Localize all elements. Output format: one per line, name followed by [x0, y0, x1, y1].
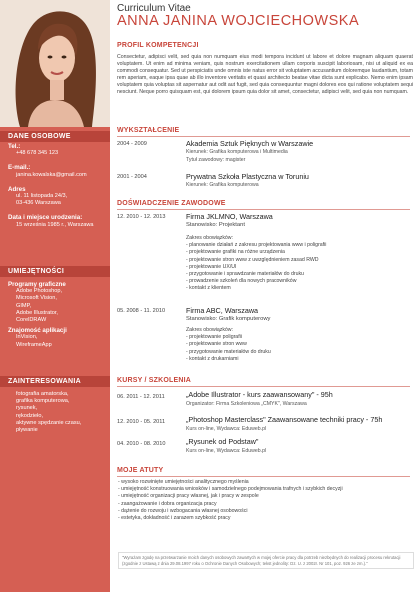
- email-label: E-mail.:: [8, 164, 31, 172]
- course-date: 04. 2010 - 08. 2010: [117, 441, 166, 447]
- education-date: 2004 - 2009: [117, 141, 147, 147]
- graphics-label: Programy graficzne: [8, 281, 66, 288]
- apps-item: WireframeApp: [16, 341, 52, 348]
- candidate-name: ANNA JANINA WOJCIECHOWSKA: [117, 13, 360, 29]
- strength-item: umiejętność konstruowania wniosków i samodzielnego podejmowania trafnych i szybkich decyzji: [121, 486, 343, 493]
- section-strengths: MOJE ATUTY: [117, 467, 164, 474]
- duty-item: kontakt z drukarniami: [189, 355, 239, 362]
- tel-value: +48 678 345 123: [16, 150, 59, 157]
- divider: [117, 209, 410, 210]
- duty-item: projektowanie poligrafii: [189, 334, 242, 341]
- course-organizer: Kurs on-line, Wydawca: Eduweb.pl: [186, 426, 267, 432]
- education-title: Prywatna Szkoła Plastyczna w Toruniu: [186, 172, 309, 181]
- section-profile: PROFIL KOMPETENCJI: [117, 42, 199, 49]
- duties-list: Zakres obowiązków: - projektowanie poligrafii - projektowanie stron www - przygotowanie materiałów do druku - kontakt z drukarniami: [186, 327, 271, 362]
- interests-block: [8, 391, 106, 434]
- divider: [117, 386, 410, 387]
- strength-item: estetyka, dokładność i zarazem szybkość pracy: [121, 515, 231, 522]
- duty-item: kontakt z klientem: [189, 285, 231, 292]
- strength-item: zaangażowanie i dobra organizacja pracy: [121, 500, 217, 507]
- experience-date: 12. 2010 - 12. 2013: [117, 214, 166, 220]
- duty-item: projektowanie grafiki na różne urządzenia: [189, 249, 285, 256]
- interest-item: rękodzieło,: [16, 412, 44, 419]
- section-interests: ZAINTERESOWANIA: [0, 376, 110, 387]
- duty-item: projektowanie stron www: [189, 341, 247, 348]
- education-date: 2001 - 2004: [117, 174, 147, 180]
- course-title: „Rysunek od Podstaw": [186, 437, 259, 446]
- profile-text: Consectetur, adipisci velit, sed quia non numquam eius modi tempora incidunt ut labore et dolore magnam aliquam quaerat voluptatem. Ut enim ad minima veniam, quis nostrum exercitationem ullam corporis suscipit laboriosam, nisi ut aliquid ex ea commodi consequatur. Sed ut perspiciatis unde omnis iste natus error sit voluptatem accusantium doloremque laudantium, totam rem aperiam, eaque ipsa quae ab illo inventore veritatis et quasi architecto beatae vitae dicta sunt explicabo. Nemo enim ipsam voluptatem quia voluptas sit aspernatur aut odit aut fugit, sed quia consequuntur magni dolores eos qui ratione voluptatem sequi nesciunt. Neque porro quisquam est, qui dolorem ipsum quia dolor sit amet, consectetur, adipisci velit, sed quia non numquam.: [117, 54, 413, 95]
- cv-title: Curriculum Vitae: [117, 3, 191, 14]
- section-courses: KURSY / SZKOLENIA: [117, 377, 192, 384]
- divider: [117, 476, 410, 477]
- address-line-2: 03-436 Warszawa: [16, 200, 61, 207]
- duty-item: przygotowanie materiałów do druku: [189, 348, 271, 355]
- section-personal-data: DANE OSOBOWE: [0, 131, 110, 142]
- interest-item: fotografia amatorska,: [16, 391, 69, 397]
- education-degree: Tytuł zawodowy: magister: [186, 157, 246, 163]
- duty-item: projektowanie stron www z uwzględnieniem zasad RWD: [189, 256, 319, 263]
- email-value: janina.kowalska@gmail.com: [16, 171, 87, 178]
- birth-value: 15 września 1985 r., Warszawa: [16, 221, 94, 228]
- address-line-1: ul. 11 listopada 24/3,: [16, 193, 68, 200]
- personal-data-block: [8, 143, 106, 229]
- apps-item: InVision,: [16, 334, 38, 341]
- course-title: „Photoshop Masterclass" Zaawansowane techniki pracy - 75h: [186, 415, 383, 424]
- interest-item: pływanie: [16, 427, 38, 434]
- main-content: [110, 0, 418, 592]
- interest-item: grafika komputerowa,: [16, 398, 70, 405]
- experience-role: Stanowisko: Projektant: [186, 222, 245, 228]
- course-organizer: Kurs on-line, Wydawca: Eduweb.pl: [186, 448, 267, 454]
- section-skills: UMIEJĘTNOŚCI: [0, 266, 110, 277]
- tel-label: Tel.:: [8, 143, 21, 150]
- sidebar: [0, 0, 110, 592]
- course-date: 06. 2011 - 12. 2011: [117, 394, 165, 400]
- experience-company: Firma ABC, Warszawa: [186, 306, 259, 315]
- divider: [117, 136, 410, 137]
- course-organizer: Organizator: Firma Szkoleniowa „CMYK", Warszawa: [186, 401, 307, 407]
- strength-item: dążenie do rozwoju i wzbogacania własnej osobowości: [121, 507, 248, 514]
- graphics-item: Adobe Photoshop,: [16, 288, 63, 295]
- duties-list: Zakres obowiązków: - planowanie działań z zakresu projektowania www i poligrafii - projektowanie grafiki na różne urządzenia - projektowanie stron www z uwzględnieniem zasad RWD - projektowanie UX/UI - przygotowanie i sprawdzanie materiałów do druku - prowadzenie szkoleń dla nowych pracowników - kontakt z klientem: [186, 235, 327, 292]
- experience-date: 05. 2008 - 11. 2010: [117, 308, 166, 314]
- strength-item: wysoko rozwinięte umiejętności analitycznego myślenia: [121, 479, 249, 485]
- duty-item: prowadzenie szkoleń dla nowych pracowników: [189, 278, 297, 285]
- education-field: Kierunek: Grafika komputerowa: [186, 182, 259, 188]
- interest-item: aktywne spędzanie czasu,: [16, 419, 82, 426]
- strengths-list: - wysoko rozwinięte umiejętności analitycznego myślenia - umiejętność konstruowania wniosków i samodzielnego podejmowania trafnych i szybkich decyzji - umiejętność organizacji pracy własnej, jak i pracy w zespole - zaangażowanie i dobra organizacja pracy - dążenie do rozwoju i wzbogacania własnej osobowości - estetyka, dokładność i zarazem szybkość pracy: [118, 479, 343, 522]
- strength-item: umiejętność organizacji pracy własnej, jak i pracy w zespole: [121, 493, 259, 500]
- data-consent-clause: "Wyrażam zgodę na przetwarzanie moich danych osobowych zawartych w mojej ofercie pracy dla potrzeb niezbędnych do realizacji procesu rekrutacji (zgodnie z Ustawą z dnia 29.08.1997 roku o Ochronie Danych Osobowych; tekst jednolity: Dz. U. z 2002r. Nr 101, poz. 926 ze zm.).": [118, 552, 414, 569]
- duties-label: Zakres obowiązków:: [186, 235, 233, 241]
- course-title: „Adobe Illustrator - kurs zaawansowany" - 95h: [186, 390, 333, 399]
- duty-item: przygotowanie i sprawdzanie materiałów do druku: [189, 271, 304, 278]
- graphics-item: Adobe Illustrator,: [16, 309, 58, 316]
- course-date: 12. 2010 - 05. 2011: [117, 419, 166, 425]
- experience-company: Firma JKLMNO, Warszawa: [186, 212, 273, 221]
- duty-item: planowanie działań z zakresu projektowania www i poligrafii: [189, 242, 327, 249]
- profile-photo: [0, 0, 110, 127]
- interest-item: rysunek,: [16, 405, 38, 412]
- section-education: WYKSZTAŁCENIE: [117, 127, 180, 134]
- graphics-item: GIMP,: [16, 302, 32, 309]
- education-title: Akademia Sztuk Pięknych w Warszawie: [186, 139, 314, 148]
- apps-label: Znajomość aplikacji: [8, 327, 67, 335]
- skills-block: [8, 281, 106, 349]
- duties-label: Zakres obowiązków:: [186, 327, 233, 333]
- duty-item: projektowanie UX/UI: [189, 263, 237, 270]
- graphics-item: CorelDRAW: [16, 317, 47, 324]
- section-experience: DOŚWIADCZENIE ZAWODOWE: [117, 200, 226, 207]
- experience-role: Stanowisko: Grafik komputerowy: [186, 316, 271, 322]
- graphics-item: Microsoft Vision,: [16, 295, 57, 302]
- address-label: Adres: [8, 185, 26, 193]
- education-field: Kierunek: Grafika komputerowa i Multimedia: [186, 149, 288, 155]
- birth-label: Data i miejsce urodzenia:: [8, 214, 83, 222]
